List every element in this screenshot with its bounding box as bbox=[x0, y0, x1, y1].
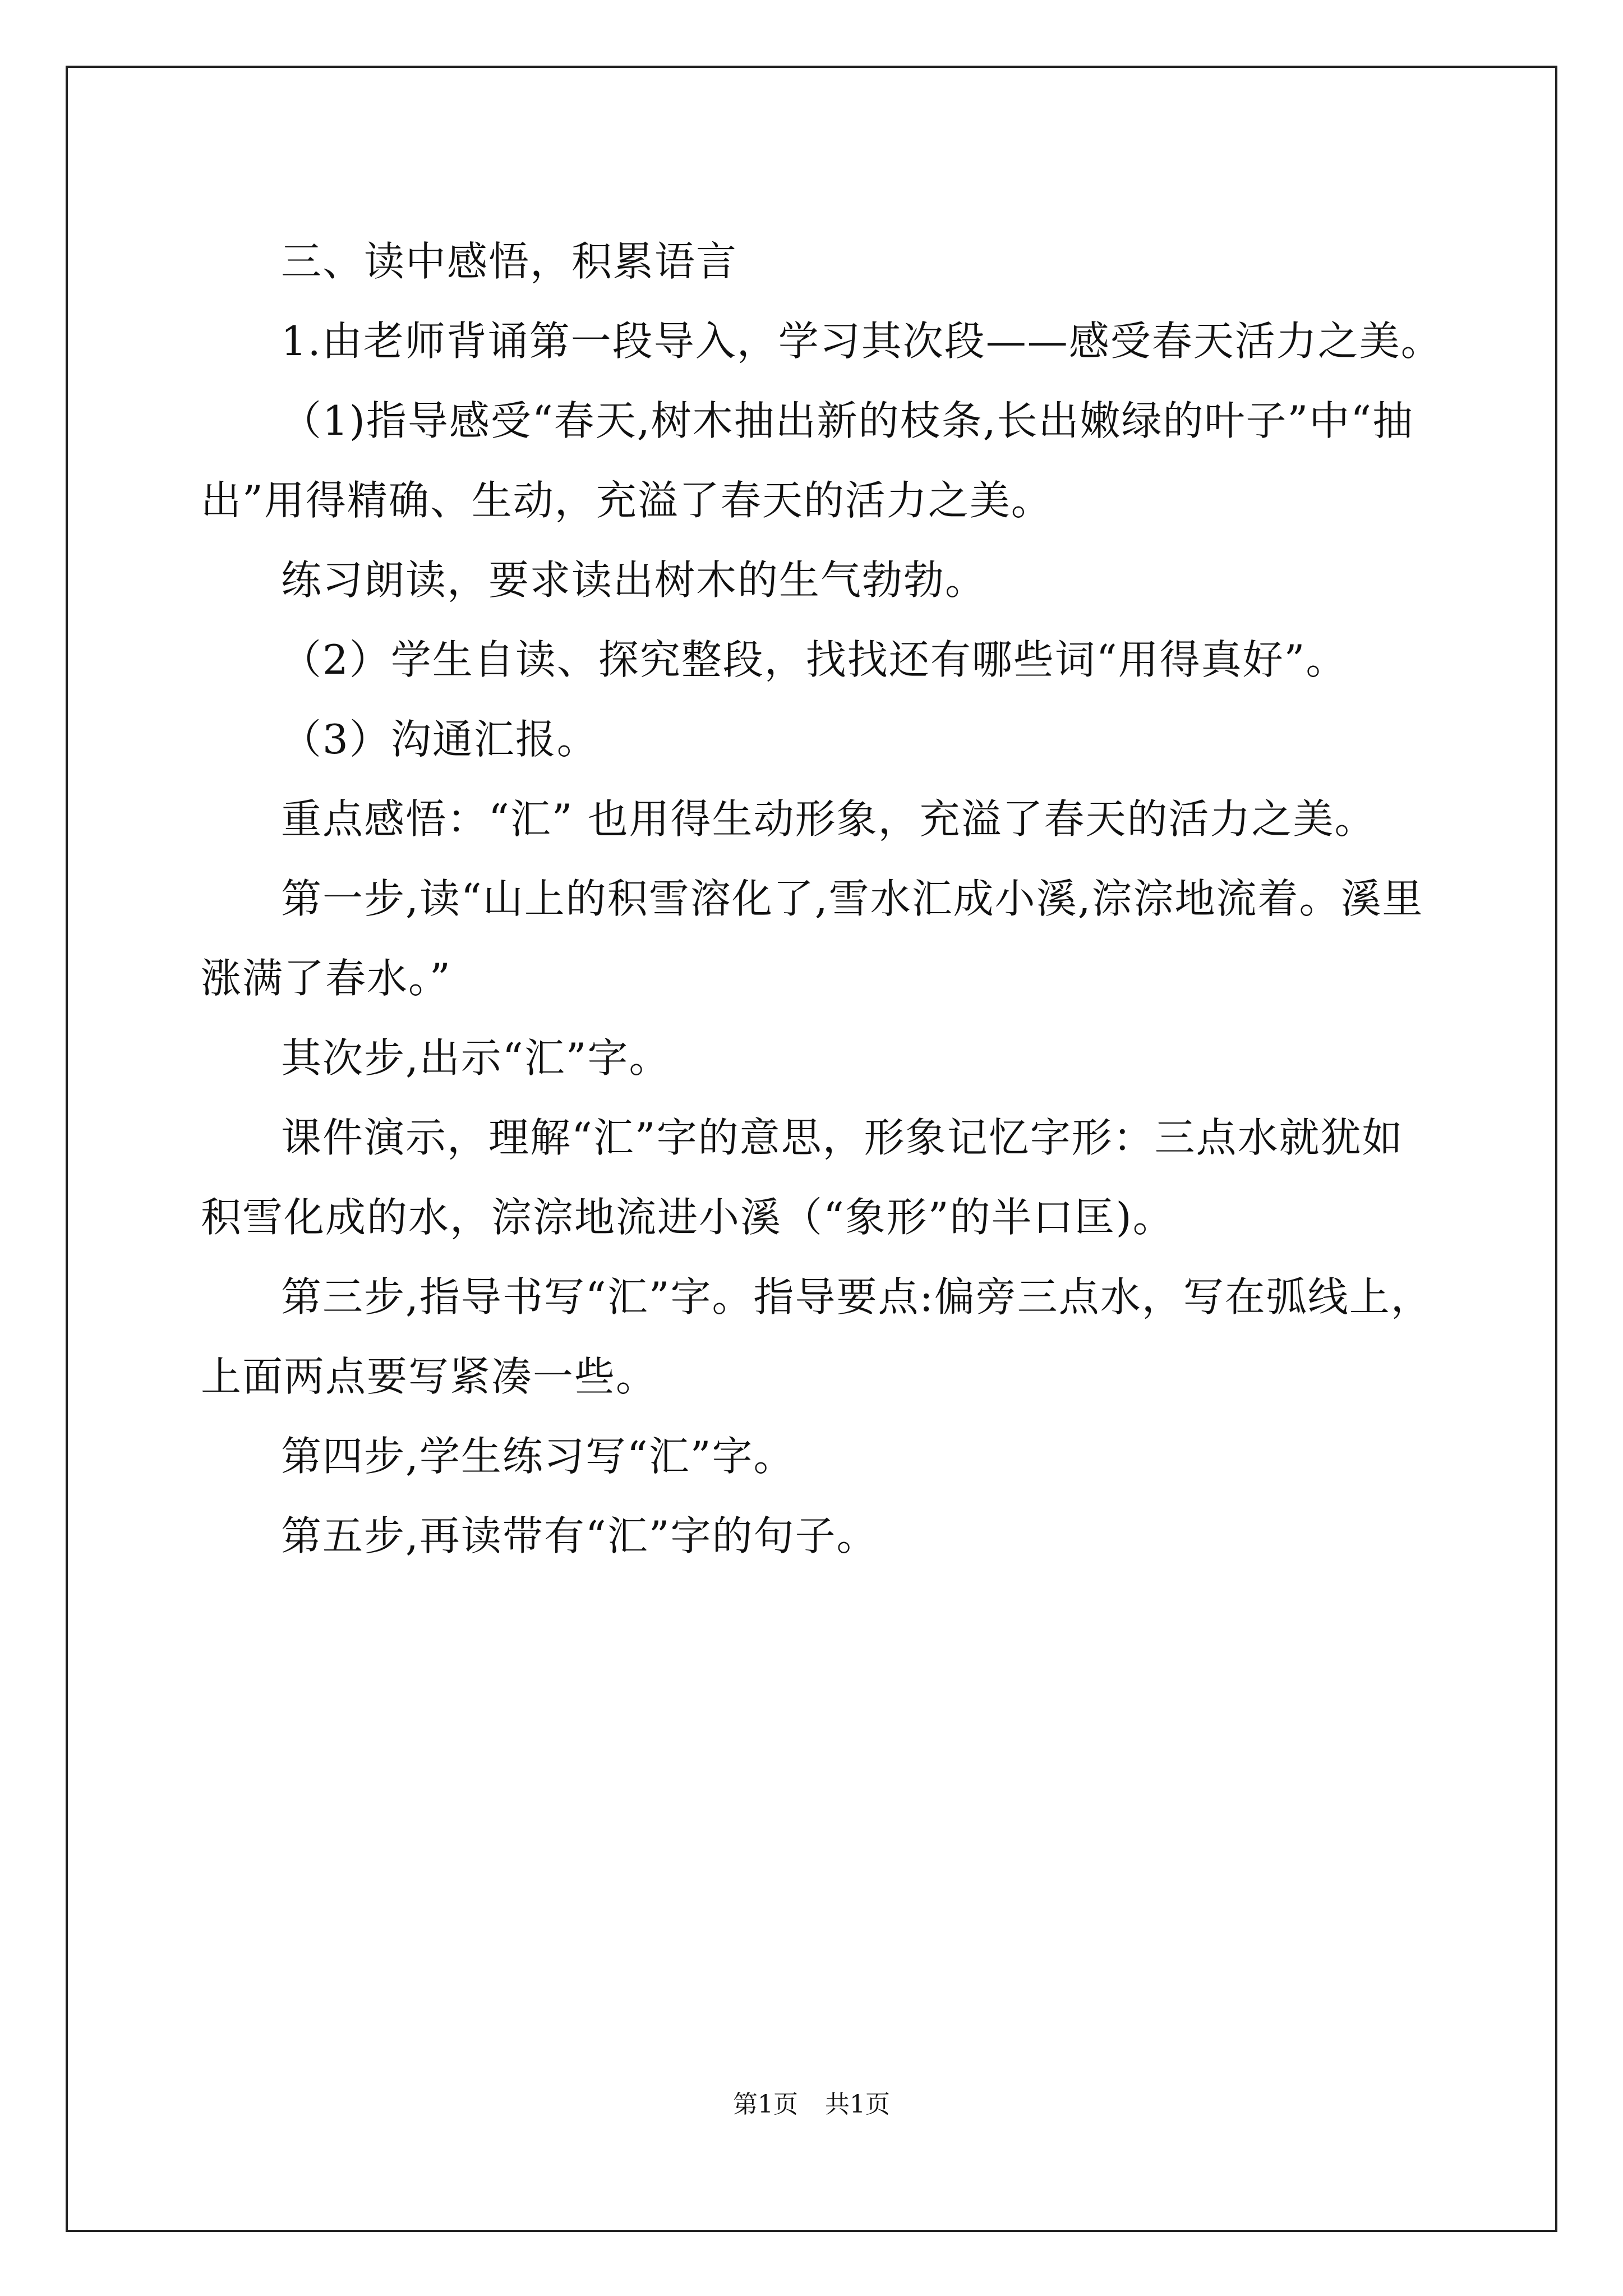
paragraph-practice: 练习朗读，要求读出树木的生气勃勃。 bbox=[281, 556, 987, 604]
paragraph-first-step-line-2: 涨满了春水。” bbox=[201, 955, 451, 1002]
paragraph-third-step-line-1: 第三步,指导书写“汇”字。指导要点:偏旁三点水，写在弧线上， bbox=[281, 1273, 1432, 1320]
paragraph-item-1-line-2: 出”用得精确、生动，充溢了春天的活力之美。 bbox=[201, 477, 1053, 524]
paragraph-fourth-step: 第四步,学生练习写“汇”字。 bbox=[281, 1433, 795, 1480]
paragraph-courseware-line-1: 课件演示，理解“汇”字的意思，形象记忆字形：三点水就犹如 bbox=[281, 1114, 1404, 1161]
paragraph-item-1-line-1: （1)指导感受“春天,树木抽出新的枝条,长出嫩绿的叶子”中“抽 bbox=[281, 397, 1414, 444]
paragraph-fifth-step: 第五步,再读带有“汇”字的句子。 bbox=[281, 1512, 878, 1559]
paragraph-step-1: 1.由老师背诵第一段导入，学习其次段——感受春天活力之美。 bbox=[281, 318, 1442, 365]
page-total: 共1页 bbox=[825, 2090, 890, 2119]
page-footer bbox=[0, 2084, 1623, 2120]
document-body bbox=[201, 222, 1442, 1576]
paragraph-third-step-line-2: 上面两点要写紧凑一些。 bbox=[201, 1353, 658, 1400]
paragraph-second-step: 其次步,出示“汇”字。 bbox=[281, 1034, 671, 1082]
section-heading: 三、读中感悟，积累语言 bbox=[281, 238, 738, 285]
page-number: 第1页 bbox=[733, 2090, 798, 2119]
paragraph-first-step-line-1: 第一步,读“山上的积雪溶化了,雪水汇成小溪,淙淙地流着。溪里 bbox=[281, 875, 1424, 922]
paragraph-focus: 重点感悟：“汇” 也用得生动形象，充溢了春天的活力之美。 bbox=[281, 795, 1376, 843]
paragraph-courseware-line-2: 积雪化成的水，淙淙地流进小溪（“象形”的半口匡)。 bbox=[201, 1194, 1174, 1241]
paragraph-item-3: （3）沟通汇报。 bbox=[281, 716, 598, 763]
paragraph-item-2: （2）学生自读、探究整段，找找还有哪些词“用得真好”。 bbox=[281, 636, 1348, 683]
